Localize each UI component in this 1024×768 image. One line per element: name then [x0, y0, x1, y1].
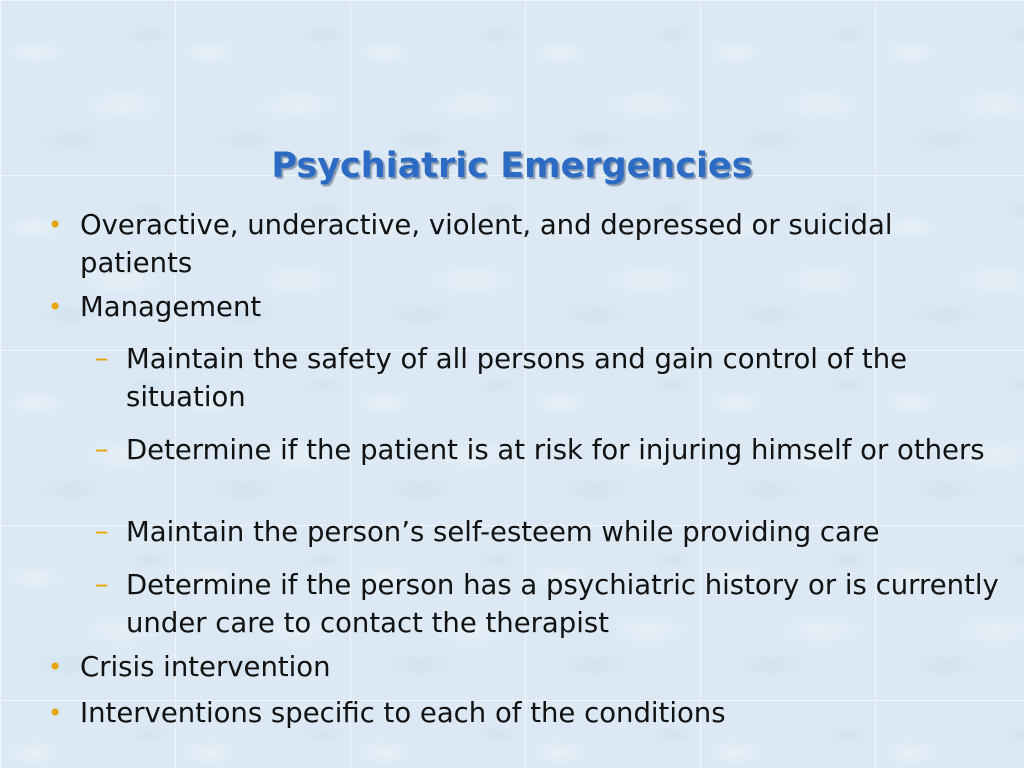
- bullet-text: Interventions specific to each of the conditions: [80, 697, 726, 729]
- dash-marker: –: [95, 569, 109, 600]
- slide-title: Psychiatric Emergencies: [271, 146, 753, 186]
- bullet-marker: •: [48, 211, 63, 239]
- sub-bullet-item: [95, 340, 1006, 416]
- dash-marker: –: [95, 343, 109, 374]
- sub-bullet-text: Maintain the person’s self-esteem while providing care: [126, 516, 880, 548]
- sub-bullet-item: [95, 566, 1006, 642]
- sub-bullet-text: Determine if the patient is at risk for injuring himself or others: [126, 434, 985, 466]
- sub-bullet-text: Determine if the person has a psychiatric history or is currently under care to contact the therapist: [126, 569, 999, 639]
- bullet-marker: •: [48, 293, 63, 321]
- bullet-marker: •: [48, 653, 63, 681]
- sub-bullet-item: [95, 513, 1006, 551]
- bullet-marker: •: [48, 699, 63, 727]
- dash-marker: –: [95, 516, 109, 547]
- dash-marker: –: [95, 434, 109, 465]
- bullet-text: Management: [80, 291, 262, 323]
- bullet-item: [48, 694, 960, 732]
- sub-bullet-text: Maintain the safety of all persons and gain control of the situation: [126, 343, 908, 413]
- bullet-text: Overactive, underactive, violent, and depressed or suicidal patients: [80, 209, 893, 279]
- sub-bullet-item: [95, 431, 1006, 469]
- bullet-item: [48, 206, 960, 282]
- bullet-item: [48, 288, 960, 326]
- bullet-item: [48, 648, 960, 686]
- bullet-text: Crisis intervention: [80, 651, 331, 683]
